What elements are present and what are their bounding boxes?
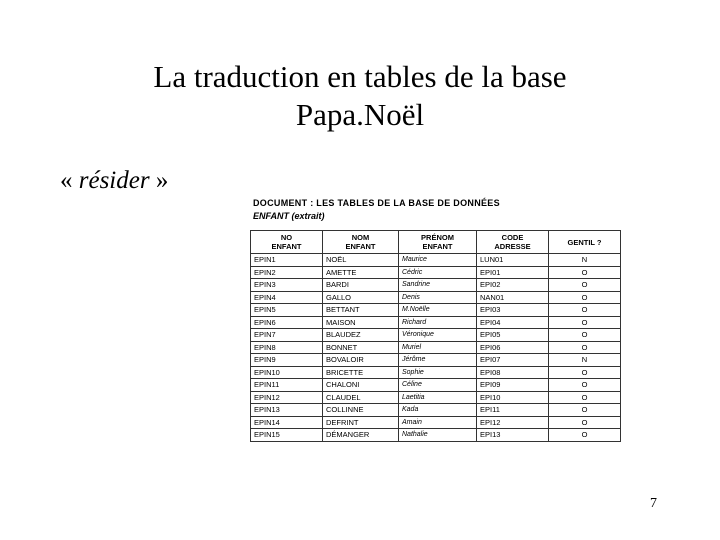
- table-cell-gentil: O: [549, 291, 621, 304]
- column-header-line: GENTIL ?: [567, 237, 602, 247]
- subtitle-word: résider: [78, 167, 150, 194]
- column-header-no-enfant: [251, 231, 323, 254]
- table-cell-nom-enfant: BLAUDEZ: [323, 329, 399, 342]
- table-cell-nom-enfant: BRICETTE: [323, 366, 399, 379]
- slide-title-line-2: Papa.Noël: [295, 97, 425, 132]
- table-cell-code-adresse: EPI12: [477, 416, 549, 429]
- column-header-line: NO: [280, 233, 293, 242]
- table-cell-code-adresse: EPI04: [477, 316, 549, 329]
- column-header-line: ADRESSE: [494, 242, 531, 251]
- table-cell-no-enfant: EPIN1: [251, 254, 323, 267]
- page-number: 7: [650, 496, 657, 511]
- table-cell-nom-enfant: MAISON: [323, 316, 399, 329]
- table-row: [251, 341, 621, 354]
- column-header-prenom-enfant: [399, 231, 477, 254]
- table-cell-code-adresse: EPI07: [477, 354, 549, 367]
- table-cell-prenom-enfant: Cédric: [399, 266, 477, 279]
- table-cell-nom-enfant: BOVALOIR: [323, 354, 399, 367]
- table-cell-no-enfant: EPIN11: [251, 379, 323, 392]
- table-cell-gentil: O: [549, 429, 621, 442]
- table-cell-nom-enfant: AMETTE: [323, 266, 399, 279]
- table-cell-gentil: O: [549, 404, 621, 417]
- table-cell-prenom-enfant: Amain: [399, 416, 477, 429]
- table-cell-no-enfant: EPIN15: [251, 429, 323, 442]
- scanned-document: [250, 196, 622, 450]
- column-header-line: ENFANT: [345, 242, 376, 251]
- table-cell-no-enfant: EPIN10: [251, 366, 323, 379]
- table-cell-nom-enfant: COLLINNE: [323, 404, 399, 417]
- table-row: [251, 329, 621, 342]
- slide-title: [0, 58, 720, 134]
- table-cell-gentil: O: [549, 316, 621, 329]
- table-cell-gentil: O: [549, 266, 621, 279]
- table-cell-prenom-enfant: Sophie: [399, 366, 477, 379]
- table-cell-prenom-enfant: Muriel: [399, 341, 477, 354]
- table-cell-no-enfant: EPIN14: [251, 416, 323, 429]
- table-cell-code-adresse: EPI06: [477, 341, 549, 354]
- table-cell-code-adresse: EPI02: [477, 279, 549, 292]
- table-cell-prenom-enfant: Véronique: [399, 329, 477, 342]
- table-cell-nom-enfant: BARDI: [323, 279, 399, 292]
- table-cell-code-adresse: EPI05: [477, 329, 549, 342]
- table-cell-code-adresse: NAN01: [477, 291, 549, 304]
- table-cell-prenom-enfant: Sandrine: [399, 279, 477, 292]
- table-cell-code-adresse: EPI01: [477, 266, 549, 279]
- table-row: [251, 379, 621, 392]
- table-row: [251, 404, 621, 417]
- enfant-table: [250, 230, 621, 442]
- table-cell-gentil: O: [549, 366, 621, 379]
- table-row: [251, 291, 621, 304]
- table-cell-no-enfant: EPIN7: [251, 329, 323, 342]
- table-cell-no-enfant: EPIN13: [251, 404, 323, 417]
- table-cell-code-adresse: EPI09: [477, 379, 549, 392]
- table-cell-prenom-enfant: Kada: [399, 404, 477, 417]
- table-header: [251, 231, 621, 254]
- column-header-line: PRÉNOM: [421, 233, 454, 242]
- column-header-code-adresse: [477, 231, 549, 254]
- table-row: [251, 354, 621, 367]
- table-row: [251, 266, 621, 279]
- table-cell-nom-enfant: DEFRINT: [323, 416, 399, 429]
- table-cell-gentil: O: [549, 304, 621, 317]
- table-cell-code-adresse: LUN01: [477, 254, 549, 267]
- table-cell-code-adresse: EPI08: [477, 366, 549, 379]
- table-cell-nom-enfant: GALLO: [323, 291, 399, 304]
- table-cell-code-adresse: EPI11: [477, 404, 549, 417]
- table-body: [251, 254, 621, 442]
- table-row: [251, 429, 621, 442]
- column-header-line: ENFANT: [271, 242, 302, 251]
- column-header-line: ENFANT: [422, 242, 453, 251]
- table-cell-code-adresse: EPI10: [477, 391, 549, 404]
- header-row: [251, 231, 621, 254]
- table-cell-no-enfant: EPIN12: [251, 391, 323, 404]
- table-cell-no-enfant: EPIN4: [251, 291, 323, 304]
- table-row: [251, 279, 621, 292]
- document-heading: DOCUMENT : LES TABLES DE LA BASE DE DONNÉES: [253, 198, 500, 208]
- table-cell-prenom-enfant: Denis: [399, 291, 477, 304]
- table-cell-prenom-enfant: Jérôme: [399, 354, 477, 367]
- table-cell-prenom-enfant: Richard: [399, 316, 477, 329]
- table-cell-prenom-enfant: Laetitia: [399, 391, 477, 404]
- table-cell-prenom-enfant: Maurice: [399, 254, 477, 267]
- table-cell-gentil: O: [549, 329, 621, 342]
- column-header-gentil: [549, 231, 621, 254]
- table-cell-code-adresse: EPI13: [477, 429, 549, 442]
- quote-open: «: [60, 167, 79, 194]
- table-cell-gentil: N: [549, 254, 621, 267]
- table-row: [251, 254, 621, 267]
- slide-subtitle: [60, 167, 168, 195]
- column-header-line: CODE: [501, 233, 524, 242]
- table-row: [251, 416, 621, 429]
- table-cell-gentil: O: [549, 279, 621, 292]
- table-cell-no-enfant: EPIN2: [251, 266, 323, 279]
- table-cell-no-enfant: EPIN5: [251, 304, 323, 317]
- table-cell-nom-enfant: CHALONI: [323, 379, 399, 392]
- table-cell-prenom-enfant: Nathalie: [399, 429, 477, 442]
- table-cell-no-enfant: EPIN6: [251, 316, 323, 329]
- column-header-nom-enfant: [323, 231, 399, 254]
- table-cell-gentil: N: [549, 354, 621, 367]
- table-row: [251, 366, 621, 379]
- table-cell-prenom-enfant: Céline: [399, 379, 477, 392]
- table-cell-nom-enfant: BONNET: [323, 341, 399, 354]
- table-row: [251, 304, 621, 317]
- table-cell-gentil: O: [549, 391, 621, 404]
- table-cell-nom-enfant: CLAUDEL: [323, 391, 399, 404]
- slide-title-line-1: La traduction en tables de la base: [153, 59, 567, 94]
- table-cell-gentil: O: [549, 341, 621, 354]
- table-cell-prenom-enfant: M.Noëlle: [399, 304, 477, 317]
- table-cell-gentil: O: [549, 416, 621, 429]
- table-cell-no-enfant: EPIN9: [251, 354, 323, 367]
- table-row: [251, 316, 621, 329]
- table-cell-gentil: O: [549, 379, 621, 392]
- table-cell-nom-enfant: NOËL: [323, 254, 399, 267]
- column-header-line: NOM: [351, 233, 370, 242]
- table-cell-code-adresse: EPI03: [477, 304, 549, 317]
- table-cell-no-enfant: EPIN3: [251, 279, 323, 292]
- table-row: [251, 391, 621, 404]
- document-subheading: ENFANT (extrait): [253, 211, 325, 221]
- quote-close: »: [149, 167, 169, 194]
- table-cell-nom-enfant: DÉMANGER: [323, 429, 399, 442]
- table-cell-no-enfant: EPIN8: [251, 341, 323, 354]
- table-cell-nom-enfant: BETTANT: [323, 304, 399, 317]
